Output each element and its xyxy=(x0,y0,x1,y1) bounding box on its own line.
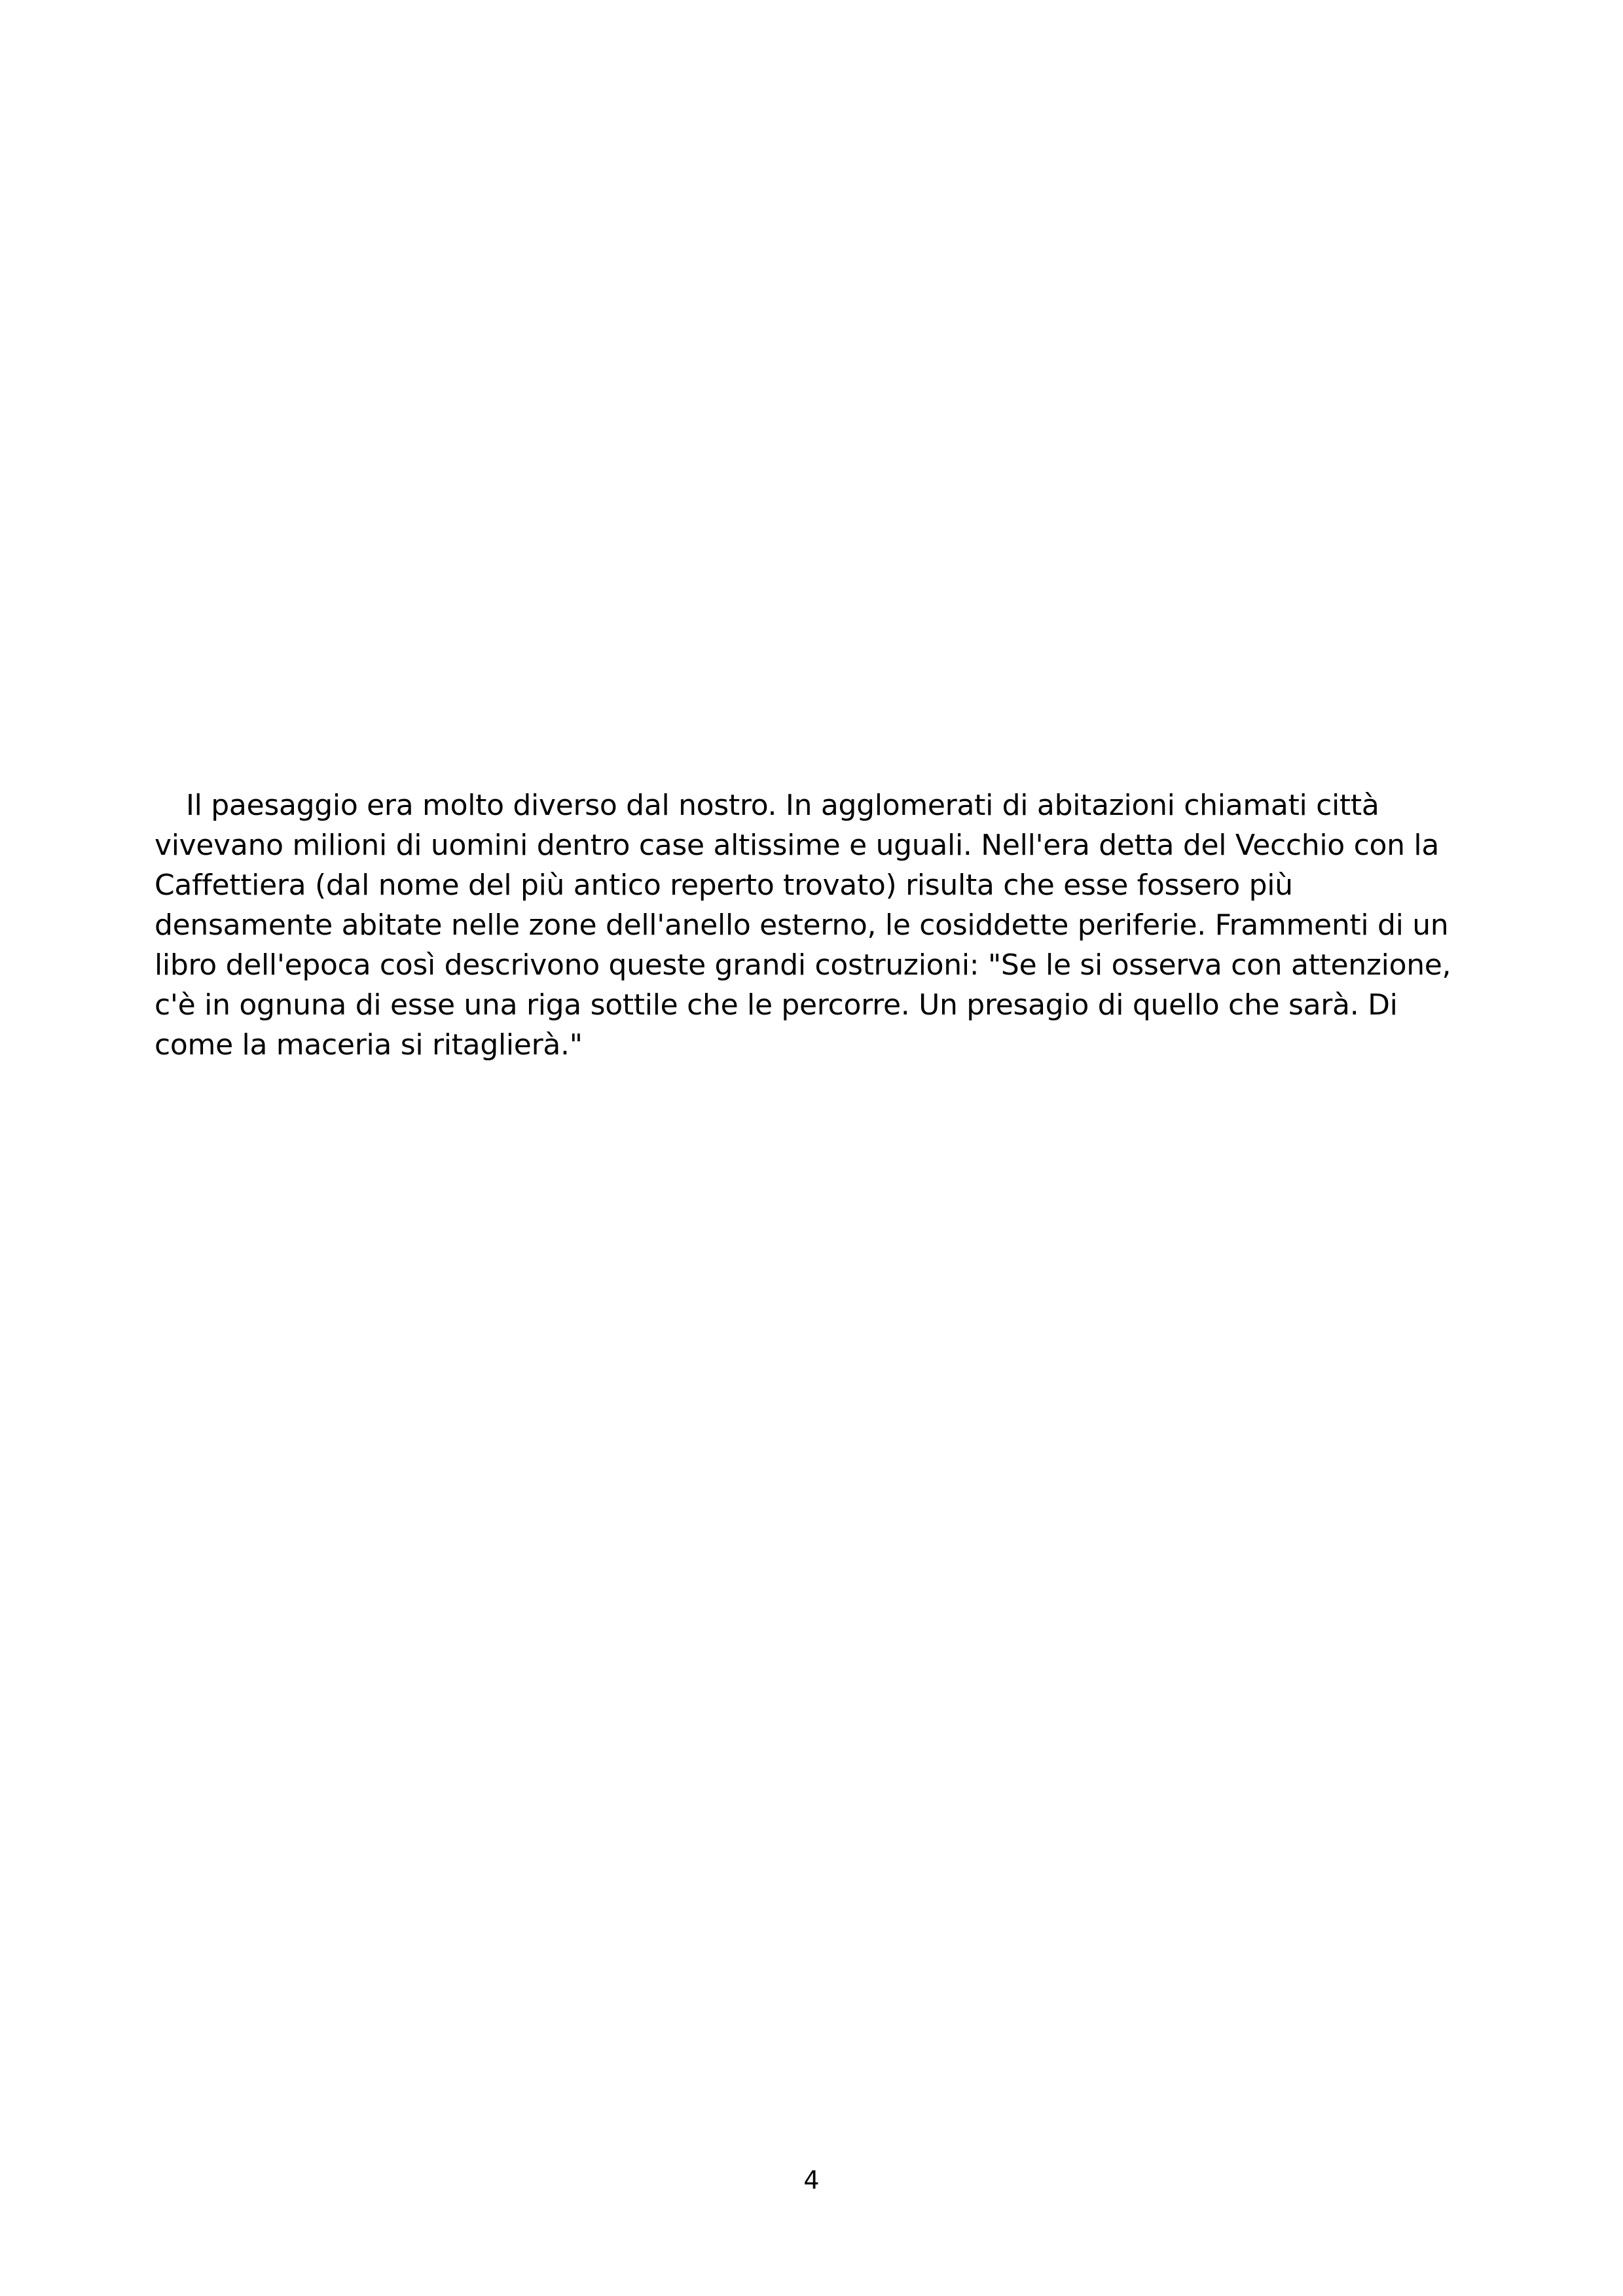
paragraph-line: densamente abitate nelle zone dell'anello esterno, le cosiddette periferie. Frammenti di un xyxy=(155,908,1449,942)
paragraph-line: libro dell'epoca così descrivono queste grandi costruzioni: "Se le si osserva con attenzione, xyxy=(155,948,1451,982)
paragraph-line: c'è in ognuna di esse una riga sottile che le percorre. Un presagio di quello che sarà. Di xyxy=(155,988,1398,1022)
paragraph-line: Il paesaggio era molto diverso dal nostro. In agglomerati di abitazioni chiamati città xyxy=(186,789,1379,822)
paragraph-line: vivevano milioni di uomini dentro case altissime e uguali. Nell'era detta del Vecchio con la xyxy=(155,829,1439,862)
paragraph-line: come la maceria si ritaglierà." xyxy=(155,1028,583,1062)
body-paragraph xyxy=(155,785,1484,1065)
paragraph-line: Caffettiera (dal nome del più antico reperto trovato) risulta che esse fossero più xyxy=(155,869,1293,902)
page-number: 4 xyxy=(803,2166,820,2195)
